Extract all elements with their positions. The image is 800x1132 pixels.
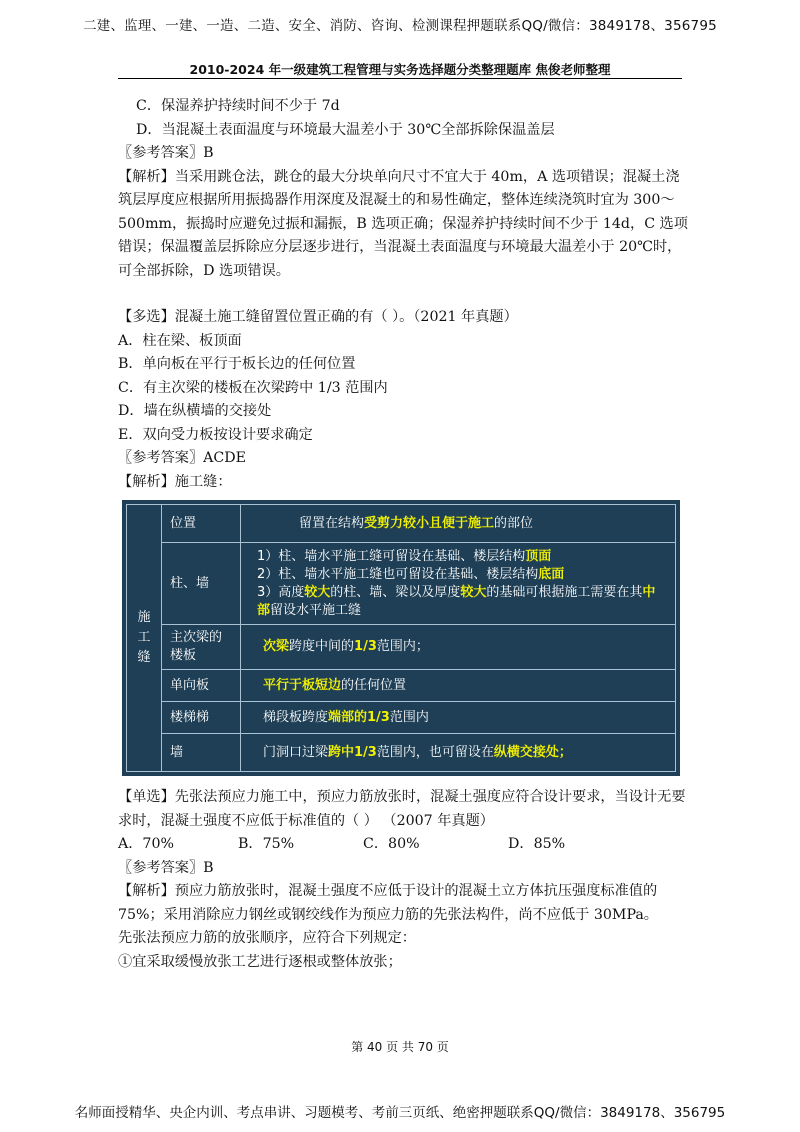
highlight-text: 顶面	[525, 548, 552, 564]
row-label: 墙	[162, 734, 241, 772]
content-line	[257, 548, 667, 566]
highlight-text: 1/3	[354, 639, 377, 654]
question-3-option-d: D．85%	[508, 836, 566, 852]
highlight-text: 纵横交接处；	[493, 744, 572, 760]
row-label: 位置	[162, 505, 241, 543]
highlight-text: 端部的1/3	[328, 709, 390, 725]
content-line	[257, 584, 667, 620]
cell-text: 的任何位置	[341, 677, 407, 693]
highlight-text: 中部	[257, 584, 656, 618]
construction-joint-table-grid	[126, 504, 676, 772]
row-content	[241, 702, 676, 734]
highlight-text: 次梁	[263, 639, 290, 654]
top-banner: 二建、监理、一建、一造、二造、安全、消防、咨询、检测课程押题联系QQ/微信：3849178、356795	[83, 18, 717, 34]
table-side-label: 施 工 缝	[127, 505, 162, 772]
cell-text: 3）高度	[257, 584, 305, 600]
question-2-option-c: C．有主次梁的楼板在次梁跨中 1/3 范围内	[118, 379, 388, 396]
document-header: 2010-2024 年一级建筑工程管理与实务选择题分类整理题库 焦俊老师整理	[189, 62, 611, 77]
cell-text: 1）柱、墙水平施工缝可留设在基础、楼层结构	[257, 548, 526, 564]
row-content	[241, 734, 676, 772]
row-label: 柱、墙	[162, 543, 241, 625]
cell-text: 范围内	[389, 709, 429, 725]
highlight-text: 跨中1/3	[328, 744, 377, 760]
row-label: 单向板	[162, 670, 241, 702]
question-3-answer: 〖参考答案〗B	[118, 859, 214, 876]
cell-text: 跨度中间的	[289, 639, 355, 654]
cell-text: 的基础可根据施工需要在其	[486, 584, 643, 600]
highlight-text: 平行于板短边	[263, 677, 342, 693]
row-label: 主次梁的楼板	[162, 625, 241, 670]
question-2-option-a: A．柱在梁、板顶面	[118, 332, 242, 349]
option-c: C．保湿养护持续时间不少于 7d	[136, 98, 340, 114]
highlight-text: 较大	[460, 584, 487, 600]
cell-text: 范围内；	[376, 639, 429, 654]
row-content	[241, 543, 676, 625]
table-row	[127, 505, 676, 543]
question-2-explanation: 【解析】施工缝：	[118, 473, 232, 490]
question-3-explanation-2: 先张法预应力筋的放张顺序，应符合下列规定：	[118, 930, 416, 946]
question-3-option-b: B．75%	[238, 836, 295, 852]
cell-text: 范围内，也可留设在	[376, 744, 494, 760]
bottom-banner: 名师面授精华、央企内训、考点串讲、习题模考、考前三页纸、绝密押题联系QQ/微信：3849178、356795	[74, 1105, 726, 1121]
question-3-options	[118, 833, 688, 857]
row-label: 楼梯梯	[162, 702, 241, 734]
question-3-option-c: C．80%	[363, 836, 420, 852]
question-3-option-a: A．70%	[118, 836, 174, 852]
question-3-explanation: 【解析】预应力筋放张时，混凝土强度不应低于设计的混凝土立方体抗压强度标准值的 75%；采用消除应力钢丝或钢绞线作为预应力筋的先张法构件，尚不应低于 30MPa。	[118, 883, 658, 923]
question-3-stem: 【单选】先张法预应力施工中，预应力筋放张时，混凝土强度应符合设计要求，当设计无要求时，混凝土强度不应低于标准值的（ ） （2007 年真题）	[118, 789, 686, 829]
header-divider	[118, 78, 682, 79]
highlight-text: 受剪力较小且便于施工	[364, 515, 495, 531]
question-2-stem: 【多选】混凝土施工缝留置位置正确的有（ ）。（2021 年真题）	[118, 309, 518, 325]
cell-text: 2）柱、墙水平施工缝也可留设在基础、楼层结构	[257, 566, 539, 582]
page-content	[118, 95, 688, 974]
cell-text: 门洞口过梁	[263, 744, 329, 760]
option-d: D．当混凝土表面温度与环境最大温差小于 30℃全部拆除保温盖层	[136, 121, 555, 138]
table-row	[127, 702, 676, 734]
row-content	[241, 505, 676, 543]
construction-joint-table	[122, 500, 680, 776]
question-2-option-b: B．单向板在平行于板长边的任何位置	[118, 356, 356, 372]
cell-text: 的柱、墙、梁以及厚度	[330, 584, 461, 600]
row-content	[241, 625, 676, 670]
content-line	[257, 566, 667, 584]
highlight-text: 底面	[538, 566, 565, 582]
cell-text: 留置在结构	[299, 515, 365, 531]
question-2-option-d: D．墙在纵横墙的交接处	[118, 403, 272, 419]
answer-line: 〖参考答案〗B	[118, 145, 214, 161]
cell-text: 留设水平施工缝	[270, 602, 362, 618]
table-row	[127, 625, 676, 670]
cell-text: 的部位	[494, 515, 534, 531]
table-row	[127, 734, 676, 772]
cell-text: 梯段板跨度	[263, 709, 329, 725]
explanation: 【解析】当采用跳仓法，跳仓的最大分块单向尺寸不宜大于 40m，A 选项错误；混凝土浇筑层厚度应根据所用振捣器作用深度及混凝土的和易性确定，整体连续浇筑时宜为 300～500mm，振捣时应避免过振和漏振，B 选项正确；保湿养护持续时间不少于 14d，C 选项错误；保温覆盖层拆除应分层逐步进行，当混凝土表面温度与环境最大温差小于 20℃时，可全部拆除，D 选项错误。	[118, 168, 688, 279]
table-row	[127, 670, 676, 702]
row-content	[241, 670, 676, 702]
question-3-explanation-3: ①宜采取缓慢放张工艺进行逐根或整体放张；	[118, 953, 402, 970]
question-2-option-e: E．双向受力板按设计要求确定	[118, 426, 313, 443]
question-2-answer: 〖参考答案〗ACDE	[118, 450, 246, 466]
page-number: 第 40 页 共 70 页	[351, 1040, 449, 1054]
table-row	[127, 543, 676, 625]
highlight-text: 较大	[304, 584, 331, 600]
